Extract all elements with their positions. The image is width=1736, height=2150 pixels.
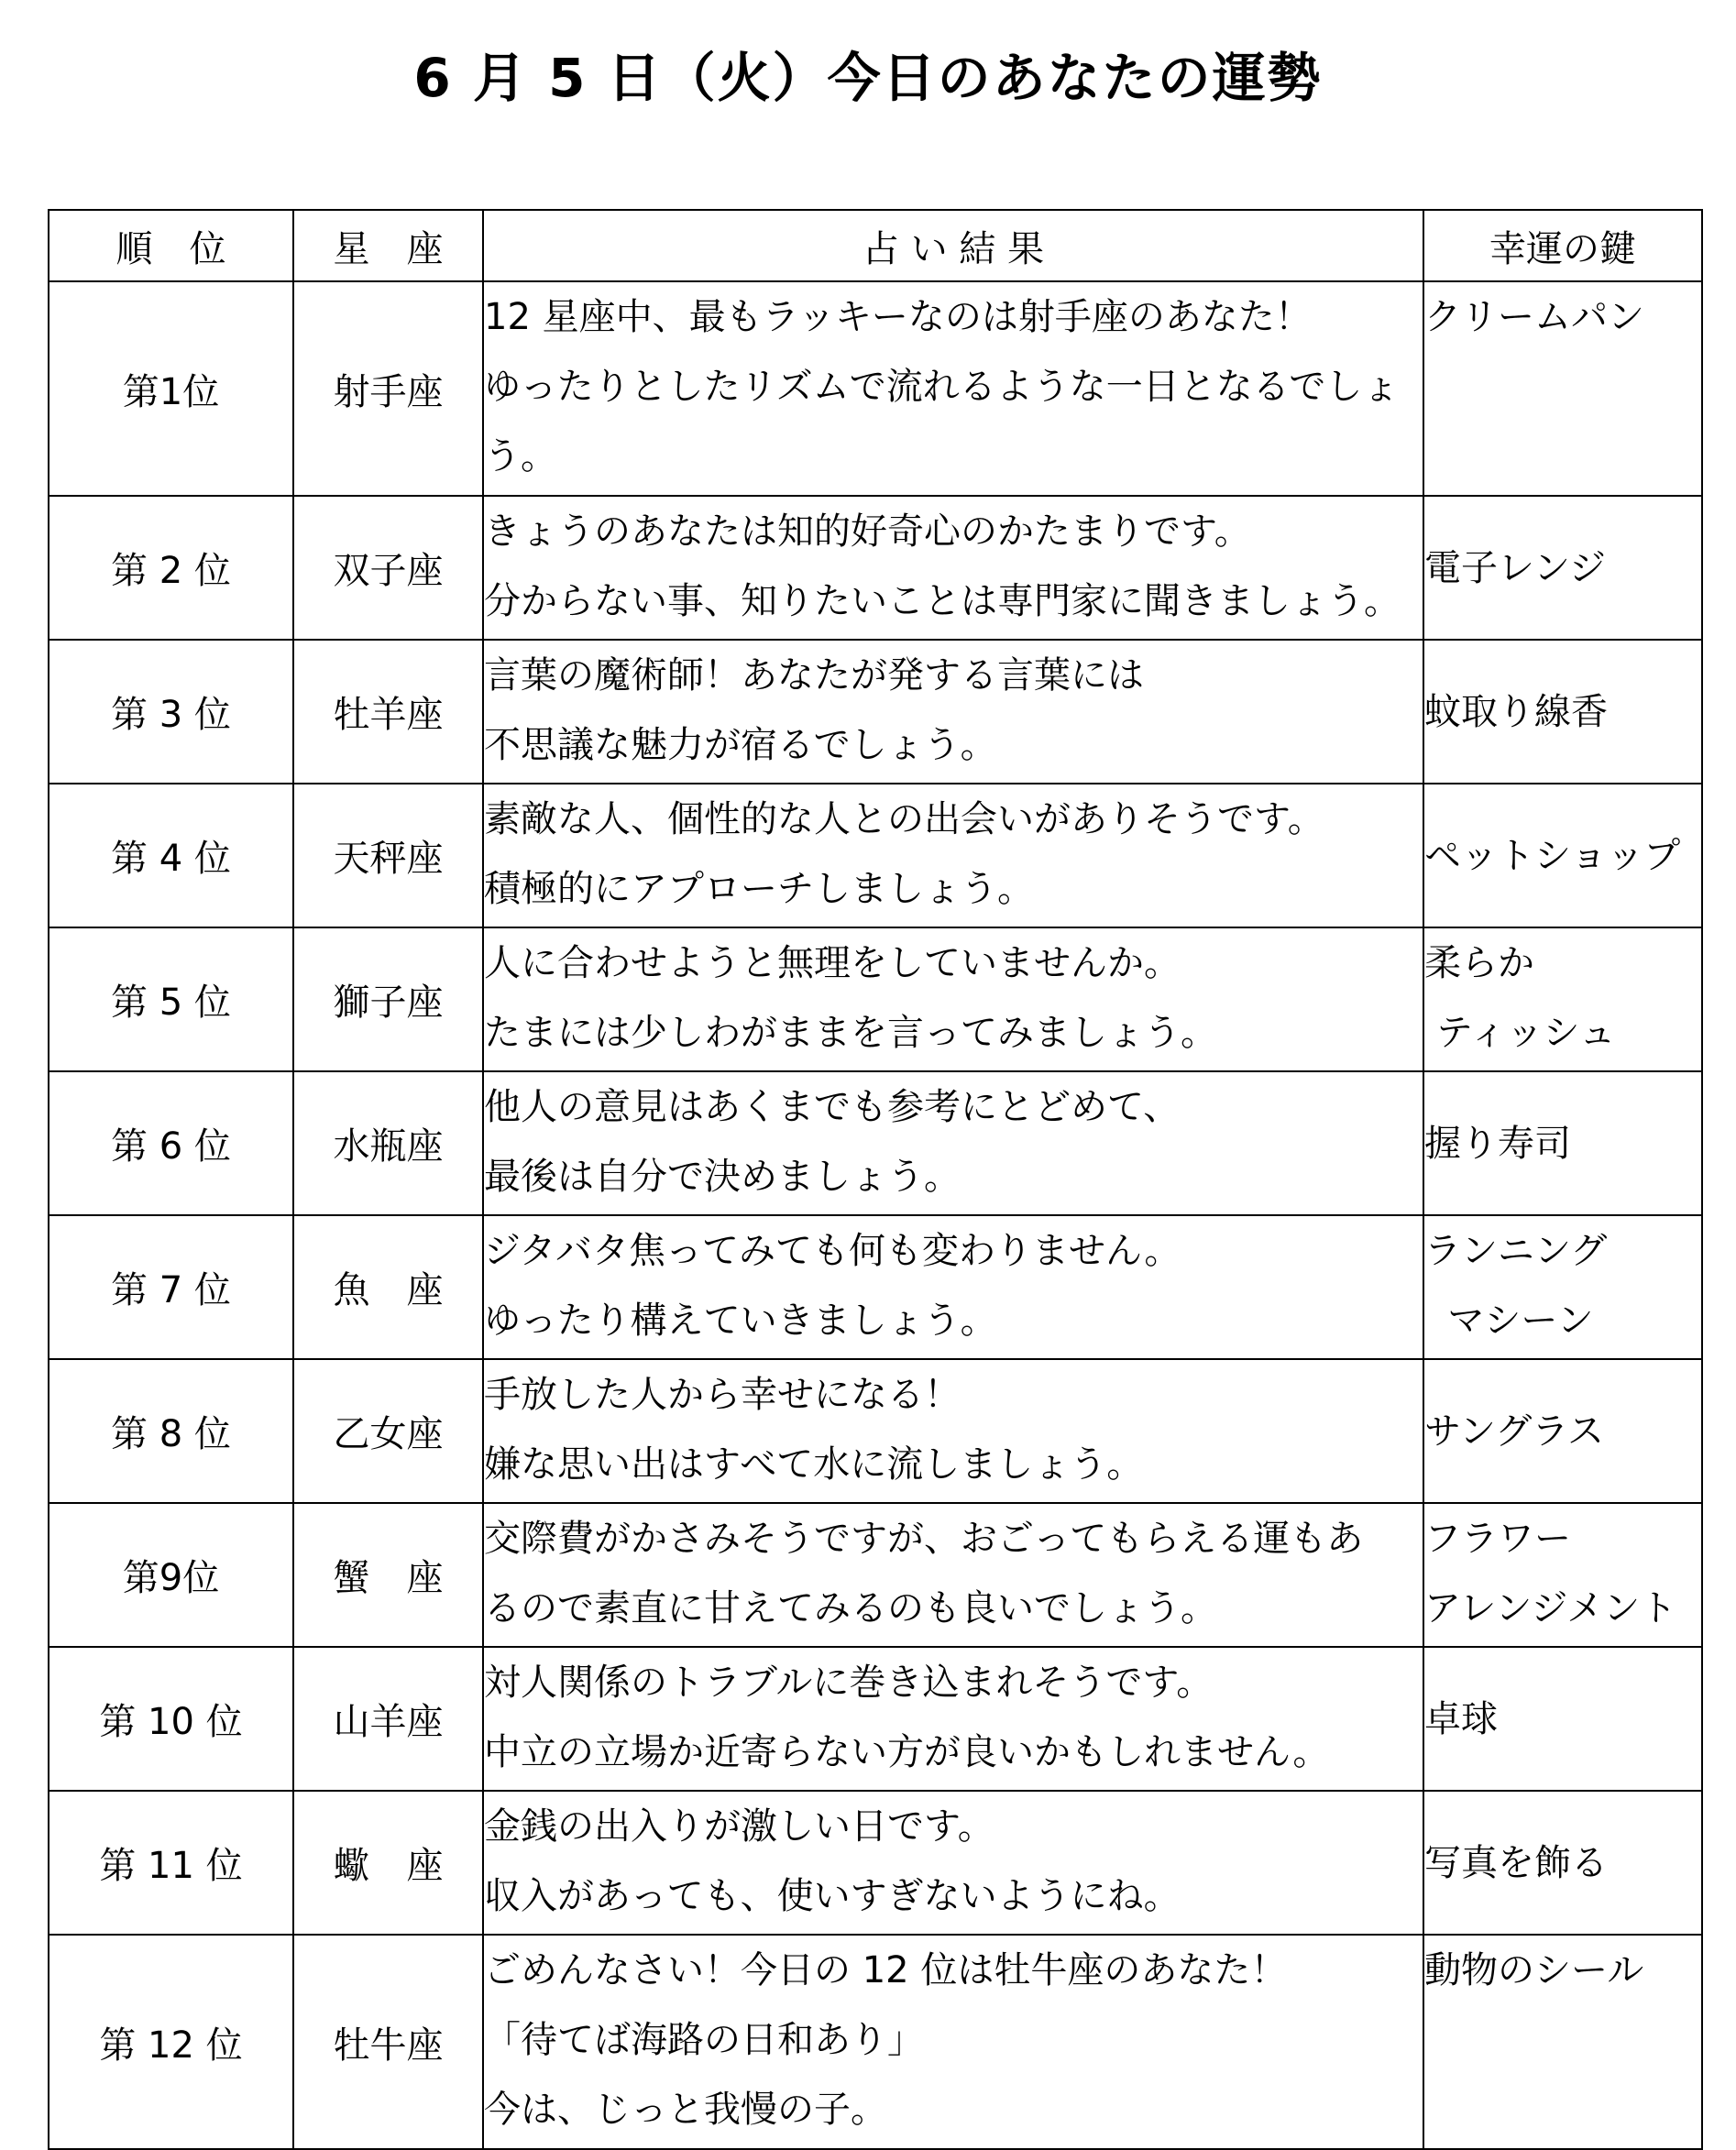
rank-cell: 第 10 位 bbox=[49, 1647, 293, 1791]
result-line: 言葉の魔術師！あなたが発する言葉には bbox=[484, 654, 1144, 697]
lucky-key-cell bbox=[1423, 1791, 1702, 1935]
header-row bbox=[49, 210, 1702, 281]
table-row bbox=[49, 784, 1702, 927]
result-cell bbox=[483, 784, 1423, 927]
result-line: 最後は自分で決めましょう。 bbox=[484, 1156, 961, 1198]
rank-cell: 第 12 位 bbox=[49, 1935, 293, 2149]
result-line: ジタバタ焦ってみても何も変わりません。 bbox=[484, 1230, 1181, 1272]
table-row bbox=[49, 1215, 1702, 1359]
lucky-key-cell bbox=[1423, 784, 1702, 927]
result-line: きょうのあなたは知的好奇心のかたまりです。 bbox=[484, 510, 1251, 553]
result-line: 嫌な思い出はすべて水に流しましょう。 bbox=[484, 1443, 1144, 1486]
lucky-key-cell bbox=[1423, 496, 1702, 640]
result-line: う。 bbox=[484, 435, 557, 477]
result-line: 中立の立場か近寄らない方が良いかもしれません。 bbox=[484, 1731, 1330, 1773]
result-line: 積極的にアプローチしましょう。 bbox=[484, 868, 1034, 910]
sign-cell: 山羊座 bbox=[293, 1647, 483, 1791]
lucky-key-line: ランニング bbox=[1424, 1230, 1608, 1272]
table-row bbox=[49, 281, 1702, 496]
sign-cell: 牡牛座 bbox=[293, 1935, 483, 2149]
result-line: 分からない事、知りたいことは専門家に聞きましょう。 bbox=[484, 580, 1401, 622]
lucky-key-line: サングラス bbox=[1424, 1410, 1604, 1453]
sign-cell: 双子座 bbox=[293, 496, 483, 640]
result-line: 収入があっても、使いすぎないようにね。 bbox=[484, 1875, 1181, 1917]
result-cell bbox=[483, 927, 1423, 1071]
table-row bbox=[49, 927, 1702, 1071]
table-row bbox=[49, 640, 1702, 784]
lucky-key-line: アレンジメント bbox=[1424, 1587, 1677, 1629]
fortune-rows bbox=[49, 281, 1702, 2149]
result-line: 手放した人から幸せになる！ bbox=[484, 1374, 961, 1416]
header-result: 占 い 結 果 bbox=[483, 210, 1423, 281]
result-cell bbox=[483, 1935, 1423, 2149]
result-cell bbox=[483, 1791, 1423, 1935]
lucky-key-cell bbox=[1423, 1215, 1702, 1359]
table-row bbox=[49, 1071, 1702, 1215]
header-sign: 星 座 bbox=[293, 210, 483, 281]
result-cell bbox=[483, 1215, 1423, 1359]
sign-cell: 牡羊座 bbox=[293, 640, 483, 784]
result-line: 12 星座中、最もラッキーなのは射手座のあなた！ bbox=[484, 296, 1312, 338]
rank-cell: 第 6 位 bbox=[49, 1071, 293, 1215]
result-cell bbox=[483, 1359, 1423, 1503]
sign-cell: 獅子座 bbox=[293, 927, 483, 1071]
lucky-key-line: 電子レンジ bbox=[1424, 546, 1606, 589]
table-row bbox=[49, 1935, 1702, 2149]
sign-cell: 射手座 bbox=[293, 281, 483, 496]
lucky-key-line: ティッシュ bbox=[1424, 1012, 1616, 1054]
result-line: ゆったり構えていきましょう。 bbox=[484, 1300, 997, 1342]
sign-cell: 蠍 座 bbox=[293, 1791, 483, 1935]
sign-cell: 水瓶座 bbox=[293, 1071, 483, 1215]
lucky-key-line: 柔らか bbox=[1424, 942, 1534, 984]
table-row bbox=[49, 1647, 1702, 1791]
lucky-key-line: フラワー bbox=[1424, 1518, 1571, 1560]
sign-cell: 魚 座 bbox=[293, 1215, 483, 1359]
rank-cell: 第 7 位 bbox=[49, 1215, 293, 1359]
result-line: 「待てば海路の日和あり」 bbox=[484, 2019, 924, 2061]
result-line: 対人関係のトラブルに巻き込まれそうです。 bbox=[484, 1662, 1214, 1704]
lucky-key-line: 卓球 bbox=[1424, 1697, 1498, 1740]
result-line: 不思議な魅力が宿るでしょう。 bbox=[484, 724, 997, 766]
result-cell bbox=[483, 640, 1423, 784]
lucky-key-line: 握り寿司 bbox=[1424, 1122, 1571, 1165]
sign-cell: 乙女座 bbox=[293, 1359, 483, 1503]
page-title: 6 月 5 日（火）今日のあなたの運勢 bbox=[413, 47, 1323, 109]
lucky-key-cell bbox=[1423, 1359, 1702, 1503]
rank-cell: 第 4 位 bbox=[49, 784, 293, 927]
lucky-key-cell bbox=[1423, 1647, 1702, 1791]
result-cell bbox=[483, 496, 1423, 640]
lucky-key-cell bbox=[1423, 927, 1702, 1071]
rank-cell: 第 2 位 bbox=[49, 496, 293, 640]
result-line: 金銭の出入りが激しい日です。 bbox=[484, 1805, 994, 1848]
lucky-key-cell bbox=[1423, 1503, 1702, 1647]
lucky-key-line: 写真を飾る bbox=[1424, 1841, 1608, 1884]
result-cell bbox=[483, 1071, 1423, 1215]
lucky-key-cell bbox=[1423, 281, 1702, 496]
lucky-key-line: クリームパン bbox=[1424, 296, 1644, 338]
result-line: 人に合わせようと無理をしていませんか。 bbox=[484, 942, 1181, 984]
rank-cell: 第 8 位 bbox=[49, 1359, 293, 1503]
rank-cell: 第9位 bbox=[49, 1503, 293, 1647]
rank-cell: 第1位 bbox=[49, 281, 293, 496]
lucky-key-line: ペットショップ bbox=[1424, 834, 1681, 877]
lucky-key-line: マシーン bbox=[1424, 1300, 1594, 1342]
fortune-table bbox=[48, 209, 1703, 2150]
result-line: るので素直に甘えてみるのも良いでしょう。 bbox=[484, 1587, 1217, 1629]
lucky-key-line: 蚊取り線香 bbox=[1424, 690, 1608, 733]
header-key: 幸運の鍵 bbox=[1423, 210, 1702, 281]
lucky-key-cell bbox=[1423, 640, 1702, 784]
lucky-key-cell bbox=[1423, 1071, 1702, 1215]
header-rank: 順 位 bbox=[49, 210, 293, 281]
table-row bbox=[49, 1359, 1702, 1503]
rank-cell: 第 11 位 bbox=[49, 1791, 293, 1935]
table-row bbox=[49, 496, 1702, 640]
result-line: たまには少しわがままを言ってみましょう。 bbox=[484, 1012, 1217, 1054]
sign-cell: 蟹 座 bbox=[293, 1503, 483, 1647]
result-line: 交際費がかさみそうですが、おごってもらえる運もあ bbox=[484, 1518, 1364, 1560]
result-cell bbox=[483, 1503, 1423, 1647]
result-line: 他人の意見はあくまでも参考にとどめて、 bbox=[484, 1086, 1181, 1128]
rank-cell: 第 3 位 bbox=[49, 640, 293, 784]
lucky-key-cell bbox=[1423, 1935, 1702, 2149]
lucky-key-line: 動物のシール bbox=[1424, 1949, 1644, 1991]
result-line: 今は、じっと我慢の子。 bbox=[484, 2089, 887, 2131]
table-row bbox=[49, 1503, 1702, 1647]
table-row bbox=[49, 1791, 1702, 1935]
result-cell bbox=[483, 1647, 1423, 1791]
result-line: ごめんなさい！今日の 12 位は牡牛座のあなた！ bbox=[484, 1949, 1288, 1991]
result-line: 素敵な人、個性的な人との出会いがありそうです。 bbox=[484, 798, 1324, 840]
rank-cell: 第 5 位 bbox=[49, 927, 293, 1071]
result-cell bbox=[483, 281, 1423, 496]
result-line: ゆったりとしたリズムで流れるような一日となるでしょ bbox=[484, 366, 1400, 408]
sign-cell: 天秤座 bbox=[293, 784, 483, 927]
